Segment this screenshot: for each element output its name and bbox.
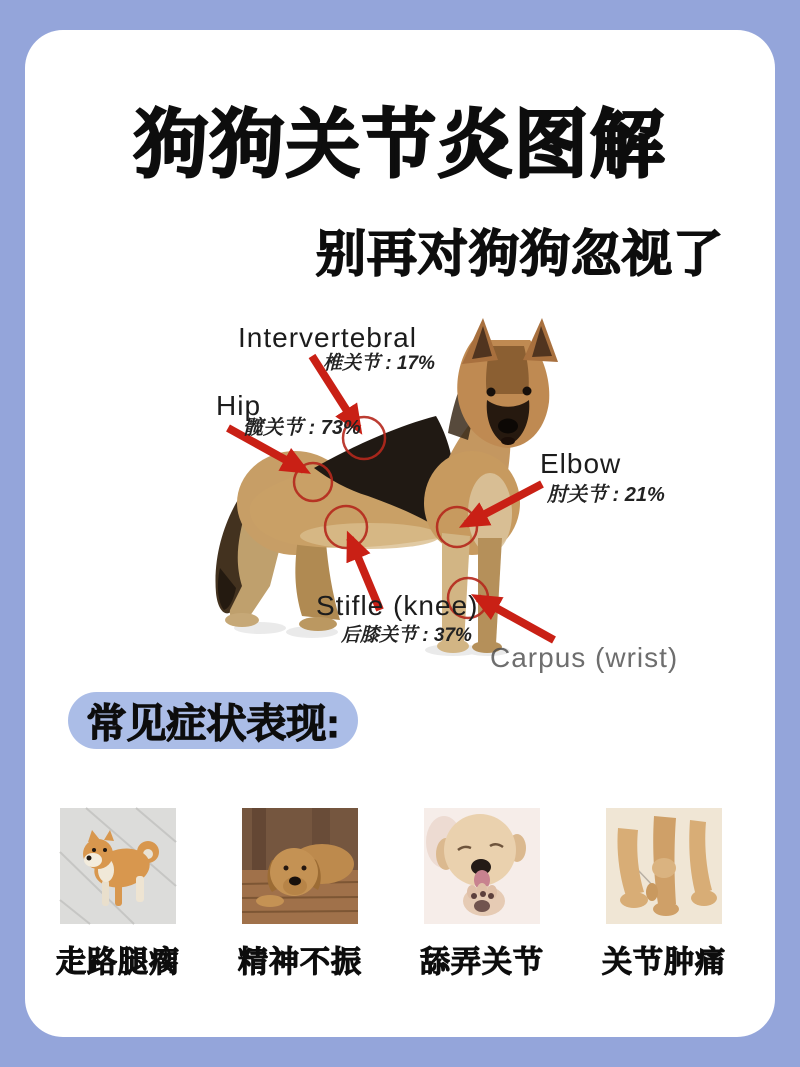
- elbow-arrow: [466, 484, 542, 524]
- symptom-label: 关节肿痛: [602, 946, 726, 979]
- hip-stat: 髋关节 : 73%: [243, 417, 361, 439]
- symptom-item-limping: [56, 808, 180, 981]
- listless-golden-illustration: [242, 808, 358, 924]
- symptoms-heading: 常见症状表现:: [86, 702, 340, 746]
- elbow-label: Elbow: [540, 448, 622, 479]
- limping-shiba-photo: [60, 808, 176, 924]
- symptoms-row: [25, 808, 775, 981]
- puppy-licking-illustration: [424, 808, 540, 924]
- symptom-label: 走路腿瘸: [56, 946, 180, 979]
- intervertebral-stat: 椎关节 : 17%: [323, 353, 435, 374]
- symptoms-heading-badge: [68, 692, 358, 749]
- swollen-legs-illustration: [606, 808, 722, 924]
- symptom-label: 精神不振: [238, 946, 362, 979]
- carpus-label-cutoff: Carpus (wrist): [490, 642, 679, 673]
- elbow-stat: 肘关节 : 21%: [547, 484, 665, 506]
- limping-shiba-illustration: [60, 808, 176, 924]
- hip-label: Hip: [216, 390, 262, 421]
- stifle-stat: 后膝关节 : 37%: [341, 625, 472, 646]
- listless-golden-photo: [242, 808, 358, 924]
- symptom-item-swollen: [602, 808, 726, 981]
- symptom-label: 舔弄关节: [420, 946, 544, 979]
- intervertebral-label: Intervertebral: [238, 322, 417, 353]
- puppy-licking-photo: [424, 808, 540, 924]
- page-title: 狗狗关节炎图解: [134, 103, 666, 186]
- stifle-label: Stifle (knee): [316, 590, 479, 621]
- dog-anatomy-diagram: [190, 298, 715, 673]
- page-subtitle: 别再对狗狗忽视了: [316, 226, 724, 282]
- swollen-legs-photo: [606, 808, 722, 924]
- elbow-joint-circle: [437, 507, 477, 547]
- symptom-item-licking: [420, 808, 544, 981]
- stifle-joint-circle: [325, 506, 367, 548]
- carpus-arrow: [478, 598, 554, 640]
- symptom-item-listless: [238, 808, 362, 981]
